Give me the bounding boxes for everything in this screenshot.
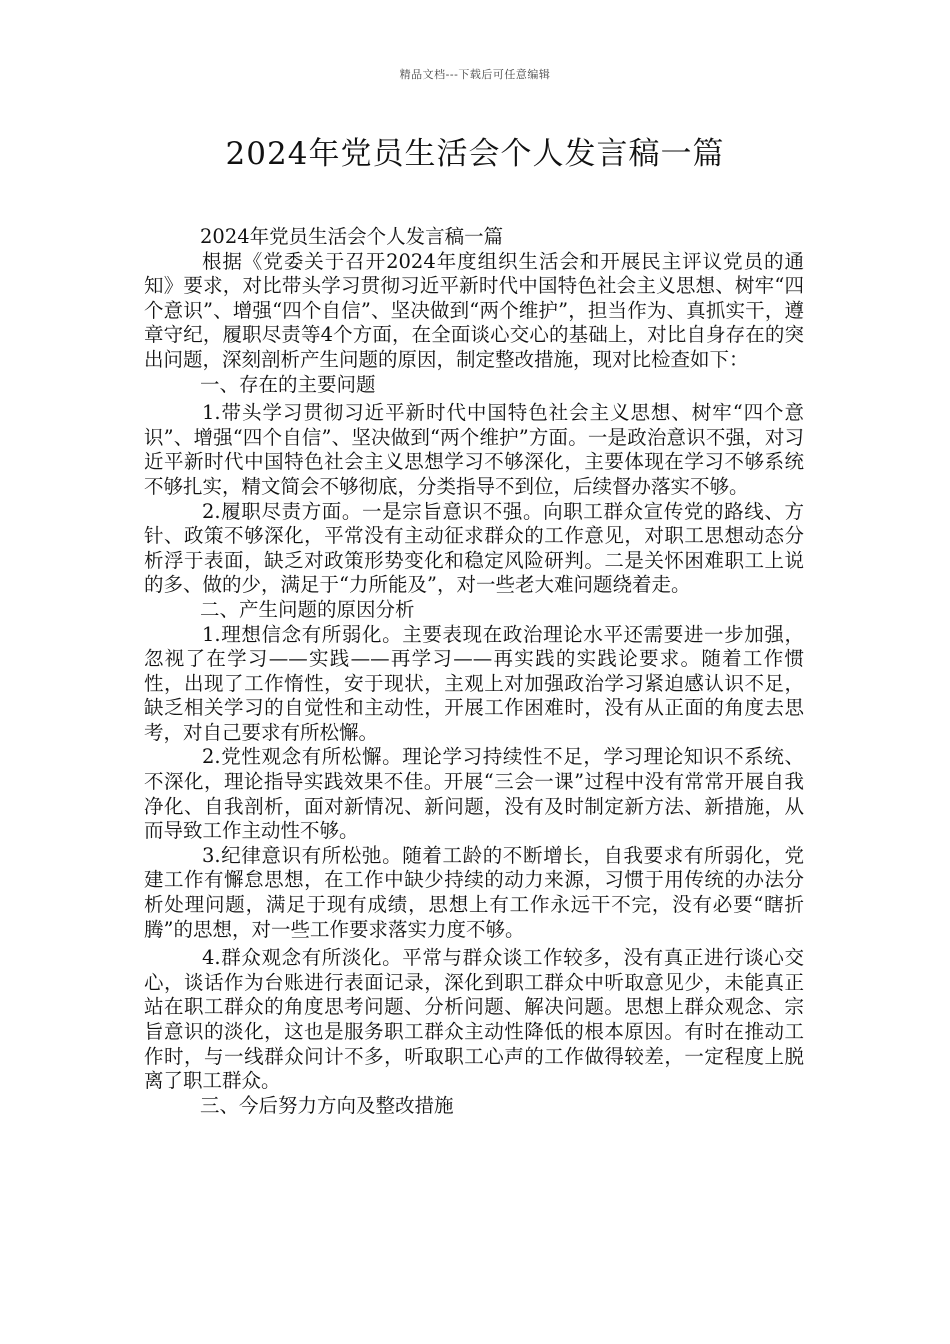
cause-item-4: 4.群众观念有所淡化。平常与群众谈工作较多，没有真正进行谈心交心，谈话作为台账进行表面记录，深化到职工群众中听取意见少，未能真正站在职工群众的角度思考问题、分析问题、解决问题。思想上群众观念、宗旨意识的淡化，这也是服务职工群众主动性降低的根本原因。有时在推动工作时，与一线群众问计不多，听取职工心声的工作做得较差，一定程度上脱离了职工群众。 [144, 946, 804, 1093]
cause-item-2: 2.党性观念有所松懈。理论学习持续性不足，学习理论知识不系统、不深化，理论指导实践效果不佳。开展“三会一课”过程中没有常常开展自我净化、自我剖析，面对新情况、新问题，没有及时制定新方法、新措施，从而导致工作主动性不够。 [144, 745, 804, 843]
document-title: 2024年党员生活会个人发言稿一篇 [225, 136, 725, 172]
header-note: 精品文档---下载后可任意编辑 [399, 68, 551, 81]
section-heading-problems: 一、存在的主要问题 [200, 372, 376, 396]
section-heading-measures: 三、今后努力方向及整改措施 [200, 1093, 454, 1117]
problem-item-1: 1.带头学习贯彻习近平新时代中国特色社会主义思想、树牢“四个意识”、增强“四个自信”、坚决做到“两个维护”方面。一是政治意识不强，对习近平新时代中国特色社会主义思想学习不够深化，主要体现在学习不够系统不够扎实，精文简会不够彻底，分类指导不到位，后续督办落实不够。 [144, 401, 804, 498]
document-subtitle: 2024年党员生活会个人发言稿一篇 [200, 225, 504, 248]
cause-item-1: 1.理想信念有所弱化。主要表现在政治理论水平还需要进一步加强，忽视了在学习——实践——再学习——再实践的实践论要求。随着工作惯性，出现了工作惰性，安于现状，主观上对加强政治学习紧迫感认识不足，缺乏相关学习的自觉性和主动性，开展工作困难时，没有从正面的角度去思考，对自己要求有所松懈。 [144, 622, 804, 744]
section-heading-causes: 二、产生问题的原因分析 [200, 597, 415, 621]
document-body [144, 225, 804, 1118]
cause-item-3: 3.纪律意识有所松弛。随着工龄的不断增长，自我要求有所弱化，党建工作有懈怠思想，在工作中缺少持续的动力来源，习惯于用传统的办法分析处理问题，满足于现有成绩，思想上有工作永远干不完，没有必要“瞎折腾”的思想，对一些工作要求落实力度不够。 [144, 843, 804, 941]
intro-paragraph: 根据《党委关于召开2024年度组织生活会和开展民主评议党员的通知》要求，对比带头学习贯彻习近平新时代中国特色社会主义思想、树牢“四个意识”、增强“四个自信”、坚决做到“两个维护”，担当作为、真抓实干，遵章守纪，履职尽责等4个方面，在全面谈心交心的基础上，对比自身存在的突出问题，深刻剖析产生问题的原因，制定整改措施，现对比检查如下： [144, 249, 804, 371]
problem-item-2: 2.履职尽责方面。一是宗旨意识不强。向职工群众宣传党的路线、方针、政策不够深化，平常没有主动征求群众的工作意见，对职工思想动态分析浮于表面，缺乏对政策形势变化和稳定风险研判。二是关怀困难职工上说的多、做的少，满足于“力所能及”，对一些老大难问题绕着走。 [144, 499, 804, 597]
